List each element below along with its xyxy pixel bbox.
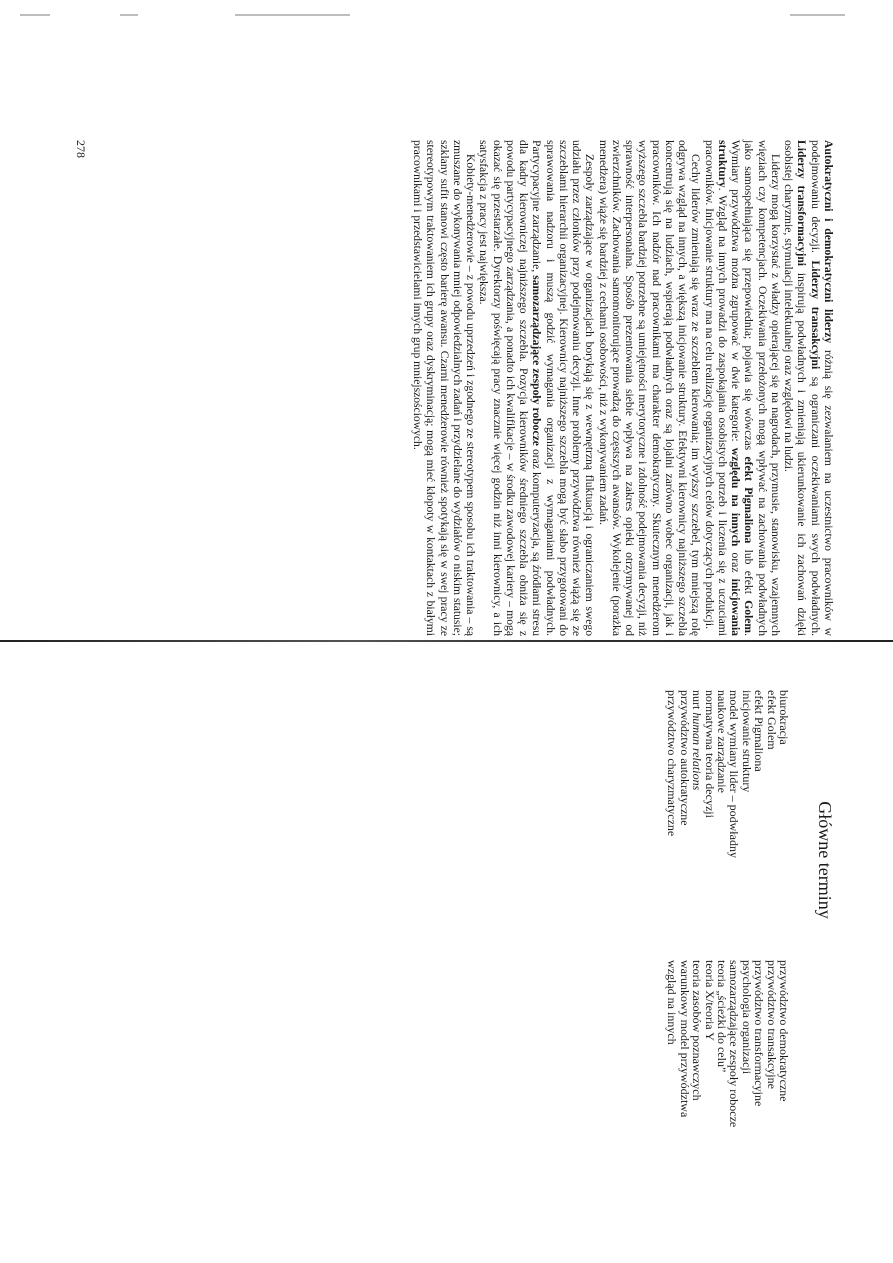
glossary-term (765, 960, 777, 1210)
paragraph-text: . Wzgląd na innych prowadzi do zaspokajania osobistych potrzeb i liczenia się z uczuciami pracowników. Inicjowanie struktury ma na celu realizację organizacyjnych celów dotyczących produkcji. (702, 140, 729, 636)
glossary-term-text: przywództwo autokratyczne (677, 690, 692, 826)
glossary-term (778, 690, 790, 960)
glossary-term-text: warunkowy model przywództwa (677, 960, 692, 1118)
paragraph-text: lub efekt (742, 543, 756, 601)
glossary-term (666, 690, 678, 960)
glossary-term-text: przywództwo transformacyjne (752, 960, 767, 1107)
glossary-term-text: wzgląd na innych (665, 960, 680, 1045)
glossary-right-column (666, 960, 790, 1210)
glossary-term (703, 960, 715, 1210)
key-term: Golem (742, 600, 756, 634)
glossary-term-text: teoria zasobów poznawczych (690, 960, 705, 1101)
body-paragraph (782, 140, 835, 636)
glossary-term (716, 690, 728, 960)
glossary-term (753, 960, 765, 1210)
glossary-left-column (666, 690, 790, 960)
glossary-term (753, 690, 765, 960)
glossary-term-text: model wymiany lider – podwładny (727, 690, 742, 858)
glossary-term (678, 690, 690, 960)
glossary-term-text: teoria „ścieżki do celu” (714, 960, 729, 1073)
glossary-term-text: naukowe zarządzanie (714, 690, 729, 793)
page-fold-divider (0, 640, 893, 642)
paragraph-text: oraz (729, 546, 743, 579)
glossary-section (666, 690, 843, 1230)
glossary-term (703, 690, 715, 960)
glossary-term-text: samozarządzające zespoły robocze (727, 960, 742, 1128)
paragraph-text: Kobiety-menedżerowie – z powodu uprzedzeń i zgodnego ze stereotypem sposobu ich traktowania – są zmuszane do wykonywania mniej odpowiedzialnych zadań i przydzielane do wydziałów o niskim statusie; szklany sufit stanowi często barierę awansu. Czarni menedżerowie również spotykają się w swej pracy ze stereotypowym traktowaniem ich grupy oraz dyskryminacją; mogą mieć kłopoty w kontaktach z białymi pracownikami i przedstawicielami innych grup mniejszościowych. (411, 140, 478, 636)
glossary-term-text: normatywna teoria decyzji (702, 690, 717, 818)
glossary-term-text: inicjowanie struktury (739, 690, 754, 793)
glossary-term-text: nurt (690, 690, 705, 713)
paragraph-text: są ograniczani oczekiwaniami swych podwładnych. (808, 369, 822, 637)
body-text-page (411, 140, 835, 636)
glossary-term (778, 960, 790, 1210)
page-number: 278 (74, 140, 88, 158)
glossary-columns (666, 690, 790, 1230)
glossary-term-italic: human relations (690, 712, 705, 791)
glossary-term (716, 960, 728, 1210)
paragraph-text: oraz komputeryzacja, są źródłami stresu dla kadry kierowniczej najniższego szczebla. Pozycja kierowników średniego szczebla obniża się z powodu partycypacyjnego zarządzania, a ponadto ich kwalifikacje – w środku zawodowej kariery – mogą okazać się przestarzałe. Dyrektorzy poświęcają pracy znacznie więcej godzin niż inni kierownicy, a ich satysfakcja z pracy jest największa. (477, 140, 544, 636)
key-term: inicjowania struktury (716, 140, 743, 636)
key-term: samozarządzające zespoły robocze (530, 275, 544, 446)
paragraph-text: Zespoły zarządzające w organizacjach borykają się z wewnętrzną fluktuacją i ograniczaniem swego udziału przez członków przy podejmowaniu decyzji. Inne problemy przywództwa również wiążą się ze szczeblami hierarchii organizacyjnej. Kierownicy najniższego szczebla mogą być słabo przygotowani do sprawowania nadzoru i muszą godzić wymagania organizacji z wymaganiami podwładnych. Partycypacyjne zarządzanie, (530, 140, 597, 636)
paragraph-text: inspirują podwładnych i zmieniają ukierunkowanie ich zachowań dzięki osobistej charyzmie, stymulacji intelektualnej oraz względowi na ludzi. (782, 140, 809, 636)
paragraph-text: Liderzy mogą korzystać z władzy opierającej się na nagrodach, przymusie, stanowisku, wzajemnych więziach czy kompetencjach. Oczekiwania przełożonych mogą wpływać na zachowania podwładnych jako samospełniająca się przepowiednia; pojawia się wówczas (742, 140, 782, 636)
glossary-term (740, 690, 752, 960)
glossary-term (765, 690, 777, 960)
glossary-term (728, 960, 740, 1210)
glossary-term (728, 690, 740, 960)
body-paragraph (411, 140, 477, 636)
glossary-term (666, 960, 678, 1210)
glossary-term-text: przywództwo charyzmatyczne (665, 690, 680, 837)
glossary-term (678, 960, 690, 1210)
paragraph-text: Cechy liderów zmieniają się wraz ze szczeblem kierowania; im wyższy szczebel, tym mniejszą rolę odgrywa wzgląd na innych, a większą inicjowanie struktury. Efektywni kierownicy najniższego szczebla koncentrują się na ludziach, wspierają podwładnych oraz są lojalni zarówno wobec organizacji, jak i pracowników. Ich nadzór nad pracownikami ma charakter demokratyczny. Skutecznym menedżerom wyższego szczebla bardziej potrzebne są umiejętności merytoryczne i zdolność podejmowania decyzji, niż sprawność interpersonalna. Sposób prezentowania siebie wpływa na zakres opieki otrzymywanej od zwierzchników. Zachowania samomonitorujące prowadzą do częstszych awansów. Wykolejenie (porażka menedżera) wiąże się bardziej z cechami osobowości, niż z wykonywaniem zadań. (596, 140, 703, 636)
glossary-term-text: biurokracja (777, 690, 791, 745)
body-paragraph (597, 140, 703, 636)
key-term: Liderzy transformacyjni (795, 140, 809, 267)
key-term: względu na innych (729, 447, 743, 547)
glossary-term (691, 960, 703, 1210)
glossary-title: Główne terminy (815, 801, 835, 919)
key-term: Liderzy transakcyjni (808, 260, 822, 370)
body-paragraph (477, 140, 596, 636)
key-term: efekt Pigmaliona (742, 456, 756, 544)
glossary-term (740, 960, 752, 1210)
paragraph-text: . Wymiary przywództwa można zgrupować w dwie kategorie: (729, 140, 756, 636)
glossary-term-text: psychologia organizacji (739, 960, 754, 1075)
glossary-term-text: przywództwo transakcyjne (764, 960, 779, 1089)
glossary-term-text: teoria X/teoria Y (702, 960, 717, 1041)
glossary-term-text: efekt Golem (764, 690, 779, 750)
glossary-term (691, 690, 703, 960)
glossary-term-text: przywództwo demokratyczne (777, 960, 791, 1102)
glossary-term-text: efekt Pigmaliona (752, 690, 767, 772)
paragraph-text: różnią się zezwalaniem na uczestnictwo pracowników w podejmowaniu decyzji. (808, 140, 835, 636)
body-paragraph (703, 140, 783, 636)
key-term: Autokratyczni i demokratyczni liderzy (822, 140, 835, 344)
